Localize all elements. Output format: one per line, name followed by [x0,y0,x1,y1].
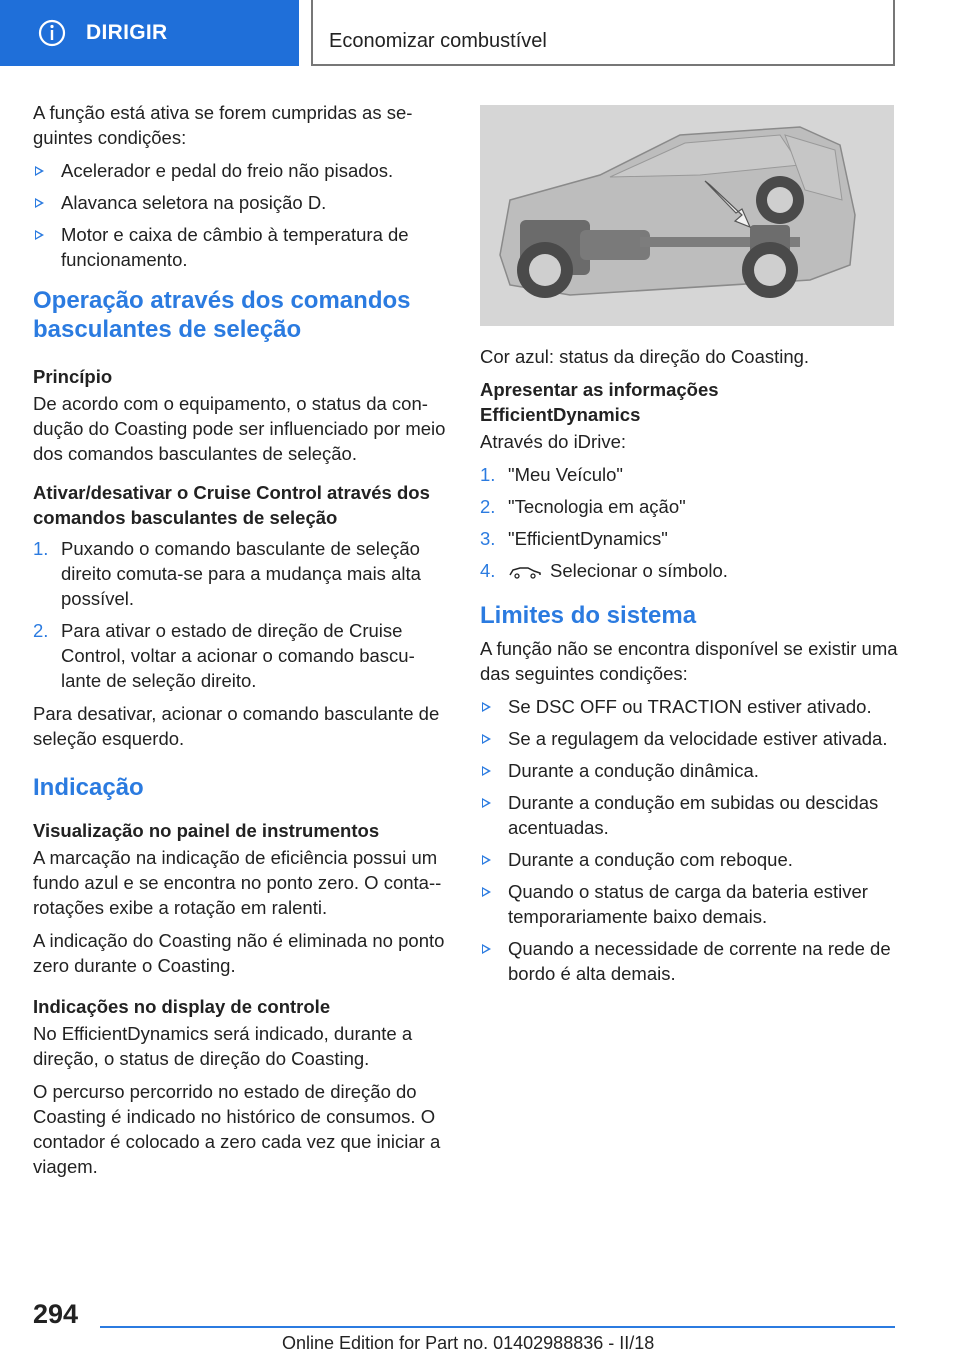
bullet-triangle-icon [35,230,44,240]
left-column [33,100,451,1187]
instrument-text-2: A indicação do Coasting não é eliminada no ponto zero durante o Coasting. [33,930,445,976]
list-item: Quando a necessidade de corrente na rede de bordo é alta demais. [480,936,900,986]
control-display-heading: Indicações no display de controle [33,996,331,1017]
car-illustration-icon [480,105,894,326]
operation-heading: Operação através dos comandos basculantes de seleção [33,287,411,343]
car-icon [508,565,542,579]
list-item: Durante a condução dinâmica. [480,758,900,783]
bullet-triangle-icon [482,734,491,744]
header-section-tab [0,0,299,66]
list-item: 3. "EfficientDynamics" [480,528,668,549]
list-item: Se DSC OFF ou TRACTION estiver ativado. [480,694,900,719]
intro-text: A função está ativa se forem cumpridas as se‐guintes condições: [33,102,413,148]
deactivate-text: Para desativar, acionar o comando basculante de seleção esquerdo. [33,703,440,749]
bullet-triangle-icon [482,766,491,776]
list-item: 1. Puxando o comando basculante de seleção direito comuta-se para a mudança mais alta possível. [33,538,421,609]
bullet-triangle-icon [482,944,491,954]
cruise-heading: Ativar/desativar o Cruise Control através dos comandos basculantes de seleção [33,482,430,528]
bullet-triangle-icon [35,198,44,208]
bullet-triangle-icon [482,702,491,712]
limits-list [480,694,900,986]
instrument-text-1: A marcação na indicação de eficiência possui um fundo azul e se encontra no ponto zero. O conta-‐rotações exibe a rotação em ralenti. [33,847,442,918]
edition-text: Online Edition for Part no. 01402988836 - II/18 [282,1333,655,1353]
page-title: Economizar combustível [329,30,547,52]
bullet-triangle-icon [482,855,491,865]
list-item: 1. "Meu Veículo" [480,464,623,485]
bullet-triangle-icon [35,166,44,176]
system-limits-heading: Limites do sistema [480,602,697,629]
right-column [480,105,900,998]
header-title-box [311,0,895,66]
section-label: DIRIGIR [86,21,168,44]
display-text-2: O percurso percorrido no estado de direção do Coasting é indicado no histórico de consumos. O contador é colocado a zero cada vez que iniciar a viagem. [33,1081,441,1177]
page-number: 294 [33,1299,79,1329]
figure-caption: Cor azul: status da direção do Coasting. [480,346,810,367]
list-item: Se a regulagem da velocidade estiver ativada. [480,726,900,751]
cruise-steps [33,536,451,693]
car-drivetrain-illustration [480,105,894,326]
list-item: Motor e caixa de câmbio à temperatura de funcionamento. [33,222,451,272]
list-item: Durante a condução em subidas ou descidas acentuadas. [480,790,900,840]
footer-divider [100,1326,895,1328]
list-item: 2. Para ativar o estado de direção de Cruise Control, voltar a acionar o comando bascu‐lante de seleção direito. [33,620,415,691]
principle-heading: Princípio [33,366,113,387]
idrive-steps [480,462,900,583]
via-idrive-text: Através do iDrive: [480,431,626,452]
list-item: 4. Selecionar o símbolo. [480,560,728,581]
limits-intro: A função não se encontra disponível se existir uma das seguintes condições: [480,638,898,684]
bullet-triangle-icon [482,798,491,808]
bullet-triangle-icon [482,887,491,897]
list-item: Acelerador e pedal do freio não pisados. [33,158,451,183]
principle-text: De acordo com o equipamento, o status da con‐dução do Coasting pode ser influenciado por meio dos comandos basculantes de seleção. [33,393,446,464]
display-text-1: No EfficientDynamics será indicado, durante a direção, o status de direção do Coasting. [33,1023,413,1069]
list-item: 2. "Tecnologia em ação" [480,496,686,517]
list-item: Durante a condução com reboque. [480,847,900,872]
indication-heading: Indicação [33,774,144,801]
list-item: Alavanca seletora na posição D. [33,190,451,215]
efficientdynamics-heading: Apresentar as informações EfficientDynamics [480,379,719,425]
info-icon [38,19,66,47]
list-item: Quando o status de carga da bateria estiver temporariamente baixo demais. [480,879,900,929]
instrument-panel-heading: Visualização no painel de instrumentos [33,820,380,841]
conditions-list [33,158,451,272]
